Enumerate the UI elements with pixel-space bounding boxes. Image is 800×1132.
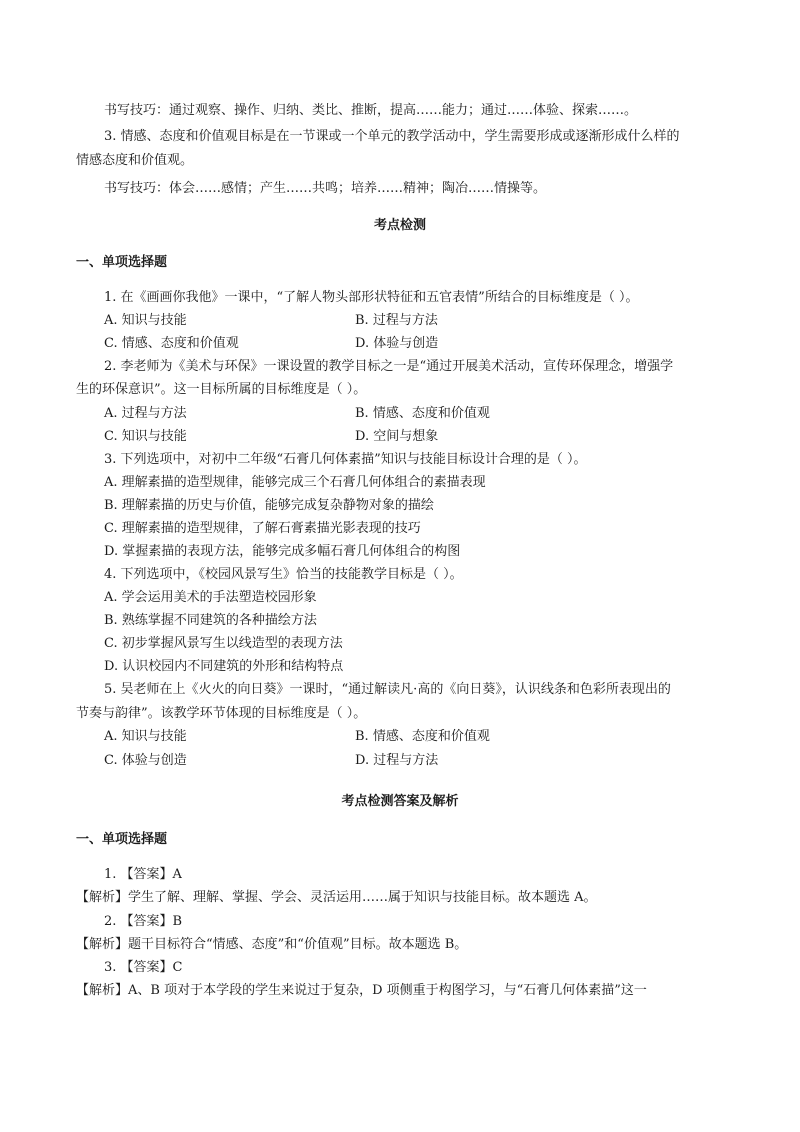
option-d: D. 空间与想象 bbox=[355, 429, 439, 444]
answers-section-title: 一、单项选择题 bbox=[76, 832, 168, 847]
option-b: B. 理解素描的历史与价值，能够完成复杂静物对象的描绘 bbox=[104, 498, 434, 513]
question-text: 1. 在《画画你我他》一课中，“了解人物头部形状特征和五官表情”所结合的目标维度是（ ）。 bbox=[104, 290, 639, 305]
option-a: A. 知识与技能 bbox=[104, 729, 187, 744]
option-d: D. 掌握素描的表现方法，能够完成多幅石膏几何体组合的构图 bbox=[104, 544, 461, 559]
option-c: C. 情感、态度和价值观 bbox=[104, 336, 239, 351]
question-text: 3. 下列选项中，对初中二年级“石膏几何体素描”知识与技能目标设计合理的是（ ）。 bbox=[104, 452, 587, 467]
option-a: A. 理解素描的造型规律，能够完成三个石膏几何体组合的素描表现 bbox=[104, 475, 486, 490]
option-a: A. 知识与技能 bbox=[104, 313, 187, 328]
goal-3-paragraph-cont: 情感态度和价值观。 bbox=[76, 153, 194, 168]
answers-title: 考点检测答案及解析 bbox=[341, 794, 459, 809]
option-b: B. 熟练掌握不同建筑的各种描绘方法 bbox=[104, 613, 317, 628]
option-a: A. 学会运用美术的手法塑造校园形象 bbox=[104, 590, 317, 605]
option-d: D. 过程与方法 bbox=[355, 753, 439, 768]
option-c: C. 知识与技能 bbox=[104, 429, 187, 444]
question-text-cont: 节奏与韵律”。该教学环节体现的目标维度是（ ）。 bbox=[76, 706, 367, 721]
answer-line: 2. 【答案】B bbox=[104, 914, 183, 929]
writing-tip-paragraph: 书写技巧：体会……感情；产生……共鸣；培养……精神；陶冶……情操等。 bbox=[104, 181, 547, 196]
option-b: B. 情感、态度和价值观 bbox=[355, 406, 490, 421]
option-d: D. 认识校园内不同建筑的外形和结构特点 bbox=[104, 659, 344, 674]
answer-line: 1. 【答案】A bbox=[104, 867, 182, 882]
option-c: C. 初步掌握风景写生以线造型的表现方法 bbox=[104, 636, 343, 651]
question-text: 4. 下列选项中，《校园风景写生》恰当的技能教学目标是（ ）。 bbox=[104, 567, 463, 582]
answer-line: 3. 【答案】C bbox=[104, 960, 183, 975]
analysis-line: 【解析】题干目标符合“情感、态度”和“价值观”目标。故本题选 B。 bbox=[76, 937, 468, 952]
question-text: 5. 吴老师在上《火火的向日葵》一课时，“通过解读凡·高的《向日葵》，认识线条和色彩所表现出的 bbox=[104, 682, 671, 697]
option-d: D. 体验与创造 bbox=[355, 336, 439, 351]
option-a: A. 过程与方法 bbox=[104, 406, 187, 421]
exam-section-title: 一、单项选择题 bbox=[76, 255, 168, 270]
writing-tip-paragraph: 书写技巧：通过观察、操作、归纳、类比、推断，提高……能力；通过……体验、探索……。 bbox=[104, 103, 638, 118]
question-text-cont: 生的环保意识”。这一目标所属的目标维度是（ ）。 bbox=[76, 382, 367, 397]
exam-title: 考点检测 bbox=[373, 218, 426, 233]
question-text: 2. 李老师为《美术与环保》一课设置的教学目标之一是“通过开展美术活动，宣传环保理念，增强学 bbox=[104, 359, 674, 374]
option-c: C. 体验与创造 bbox=[104, 753, 187, 768]
analysis-line: 【解析】学生了解、理解、掌握、学会、灵活运用……属于知识与技能目标。故本题选 A。 bbox=[76, 890, 597, 905]
analysis-line: 【解析】A、B 项对于本学段的学生来说过于复杂，D 项侧重于构图学习，与“石膏几何体素描”这一 bbox=[76, 983, 647, 998]
option-c: C. 理解素描的造型规律，了解石膏素描光影表现的技巧 bbox=[104, 521, 421, 536]
option-b: B. 情感、态度和价值观 bbox=[355, 729, 490, 744]
option-b: B. 过程与方法 bbox=[355, 313, 438, 328]
goal-3-paragraph: 3. 情感、态度和价值观目标是在一节课或一个单元的教学活动中，学生需要形成或逐渐形成什么样的 bbox=[104, 129, 680, 144]
